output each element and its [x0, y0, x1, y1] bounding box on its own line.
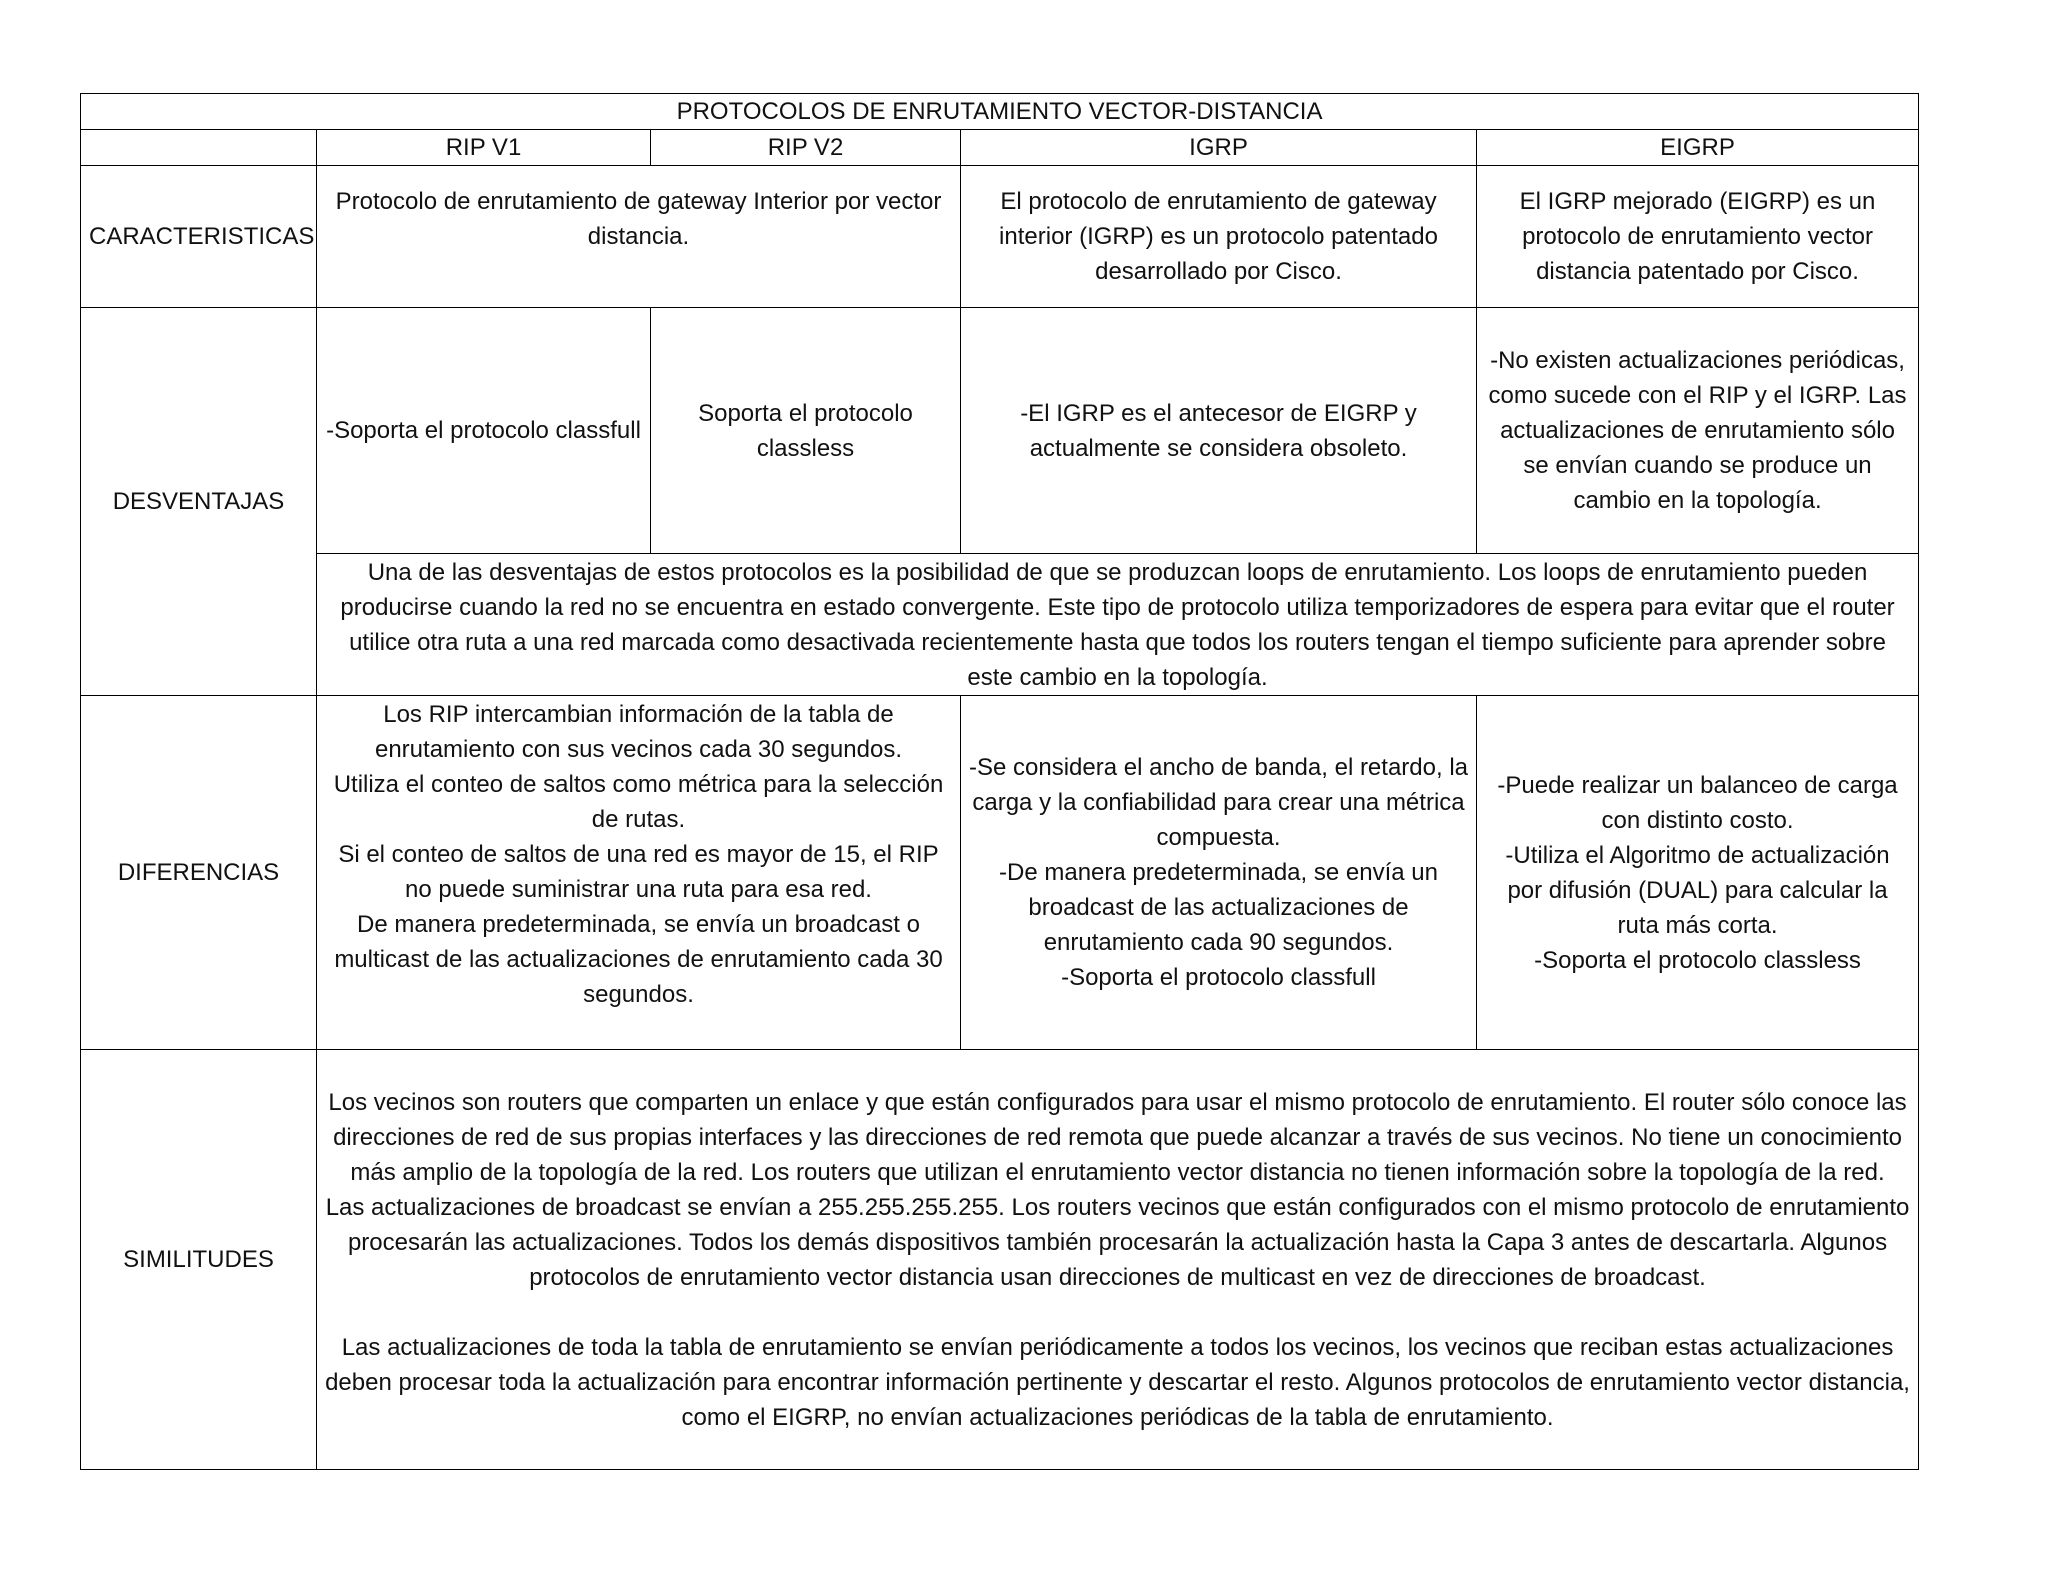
row-label-similitudes: SIMILITUDES [81, 1050, 317, 1470]
caracteristicas-eigrp-cell: El IGRP mejorado (EIGRP) es un protocolo de enrutamiento vector distancia patentado por Cisco. [1477, 166, 1919, 308]
diferencias-rip-cell: Los RIP intercambian información de la tabla de enrutamiento con sus vecinos cada 30 segundos. Utiliza el conteo de saltos como métrica para la selección de rutas. Si el conteo de saltos de una red es mayor de 15, el RIP no puede suministrar una ruta para esa red. De manera predeterminada, se envía un broadcast o multicast de las actualizaciones de enrutamiento cada 30 segundos. [317, 696, 961, 1050]
desventajas-rip-v1-cell: -Soporta el protocolo classfull [317, 308, 651, 554]
similitudes-paragraph-3: Las actualizaciones de toda la tabla de enrutamiento se envían periódicamente a todos los vecinos, los vecinos que reciban estas actualizaciones deben procesar toda la actualización para encontrar información pertinente y descartar el resto. Algunos protocolos de enrutamiento vector distancia, como el EIGRP, no envían actualizaciones periódicas de la tabla de enrutamiento. [325, 1333, 1910, 1431]
header-igrp: IGRP [961, 130, 1477, 166]
header-rip-v1: RIP V1 [317, 130, 651, 166]
caracteristicas-igrp-cell: El protocolo de enrutamiento de gateway interior (IGRP) es un protocolo patentado desarrollado por Cisco. [961, 166, 1477, 308]
table-title: PROTOCOLOS DE ENRUTAMIENTO VECTOR-DISTANCIA [81, 94, 1919, 130]
title-row [81, 94, 1919, 130]
desventajas-common-cell: Una de las desventajas de estos protocolos es la posibilidad de que se produzcan loops de enrutamiento. Los loops de enrutamiento pueden producirse cuando la red no se encuentra en estado convergente. Este tipo de protocolo utiliza temporizadores de espera para evitar que el router utilice otra ruta a una red marcada como desactivada recientemente hasta que todos los routers tengan el tiempo suficiente para aprender sobre este cambio en la topología. [317, 554, 1919, 696]
row-label-desventajas: DESVENTAJAS [81, 308, 317, 696]
desventajas-common-row [81, 554, 1919, 696]
header-eigrp: EIGRP [1477, 130, 1919, 166]
header-rip-v2: RIP V2 [651, 130, 961, 166]
desventajas-igrp-cell: -El IGRP es el antecesor de EIGRP y actualmente se considera obsoleto. [961, 308, 1477, 554]
desventajas-rip-v2-cell: Soporta el protocolo classless [651, 308, 961, 554]
header-empty-cell [81, 130, 317, 166]
similitudes-paragraph-1: Los vecinos son routers que comparten un enlace y que están configurados para usar el mismo protocolo de enrutamiento. El router sólo conoce las direcciones de red de sus propias interfaces y las direcciones de red remota que puede alcanzar a través de sus vecinos. No tiene un conocimiento más amplio de la topología de la red. Los routers que utilizan el enrutamiento vector distancia no tienen información sobre la topología de la red. [328, 1088, 1907, 1186]
paragraph-spacer [325, 1295, 1910, 1330]
header-row [81, 130, 1919, 166]
row-label-diferencias: DIFERENCIAS [81, 696, 317, 1050]
caracteristicas-rip-cell: Protocolo de enrutamiento de gateway Interior por vector distancia. [317, 166, 961, 308]
caracteristicas-row [81, 166, 1919, 308]
diferencias-row [81, 696, 1919, 1050]
desventajas-row [81, 308, 1919, 554]
row-label-caracteristicas: CARACTERISTICAS [81, 166, 317, 308]
diferencias-eigrp-cell: -Puede realizar un balanceo de carga con distinto costo. -Utiliza el Algoritmo de actualización por difusión (DUAL) para calcular la ruta más corta. -Soporta el protocolo classless [1477, 696, 1919, 1050]
diferencias-igrp-cell: -Se considera el ancho de banda, el retardo, la carga y la confiabilidad para crear una métrica compuesta. -De manera predeterminada, se envía un broadcast de las actualizaciones de enrutamiento cada 90 segundos. -Soporta el protocolo classfull [961, 696, 1477, 1050]
similitudes-cell [317, 1050, 1919, 1470]
protocol-comparison-table [80, 93, 1919, 1470]
similitudes-paragraph-2: Las actualizaciones de broadcast se envían a 255.255.255.255. Los routers vecinos que están configurados con el mismo protocolo de enrutamiento procesarán las actualizaciones. Todos los demás dispositivos también procesarán la actualización hasta la Capa 3 antes de descartarla. Algunos protocolos de enrutamiento vector distancia usan direcciones de multicast en vez de direcciones de broadcast. [325, 1193, 1910, 1291]
desventajas-eigrp-cell: -No existen actualizaciones periódicas, como sucede con el RIP y el IGRP. Las actualizaciones de enrutamiento sólo se envían cuando se produce un cambio en la topología. [1477, 308, 1919, 554]
similitudes-row [81, 1050, 1919, 1470]
